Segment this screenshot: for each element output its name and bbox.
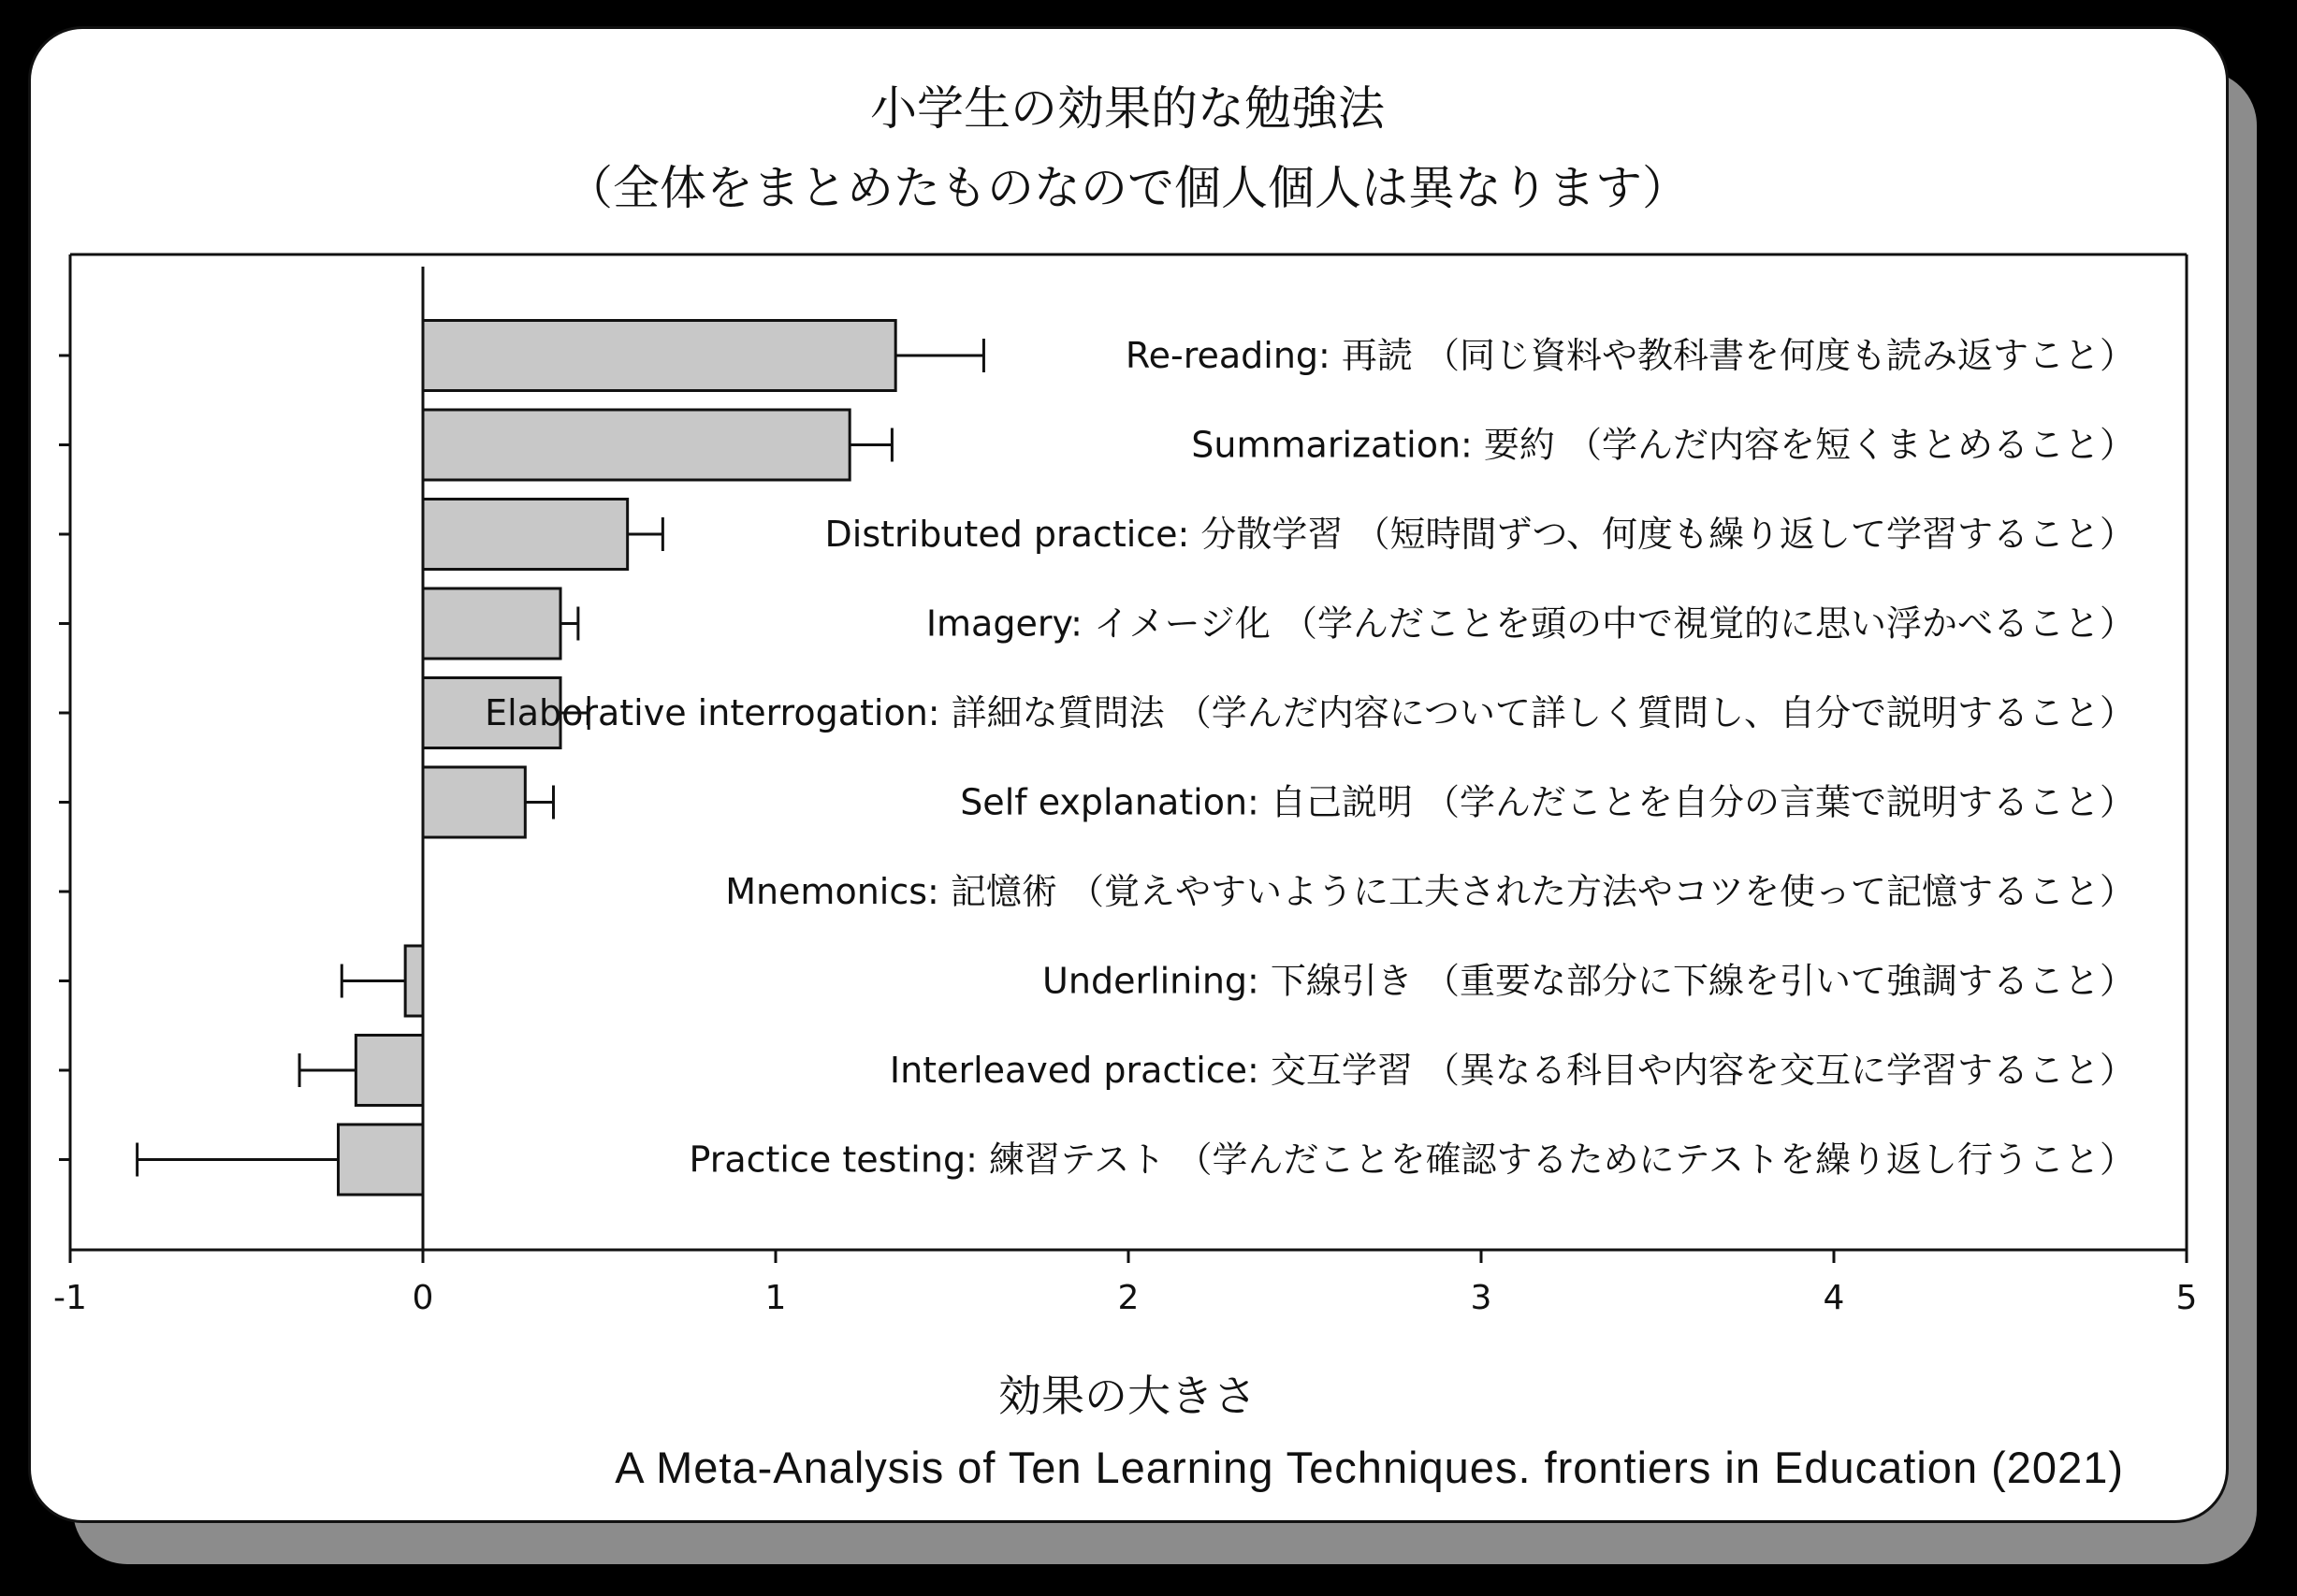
bar-label: Interleaved practice: 交互学習 （異なる科目や内容を交互に学習すること）: [889, 1050, 2135, 1091]
bar-label: Elaborative interrogation: 詳細な質問法 （学んだ内容について詳しく質問し、自分で説明すること）: [485, 692, 2135, 733]
bar: [423, 410, 850, 480]
x-tick-label: 3: [1470, 1279, 1492, 1317]
bar: [339, 1124, 423, 1195]
bar: [356, 1036, 423, 1106]
bar-label: Self explanation: 自己説明 （学んだことを自分の言葉で説明すること）: [960, 781, 2135, 823]
x-tick-label: 0: [412, 1279, 434, 1317]
bar-label: Mnemonics: 記憶術 （覚えやすいように工夫された方法やコツを使って記憶すること）: [725, 871, 2135, 912]
bar-label: Re-reading: 再読 （同じ資料や教科書を何度も読み返すこと）: [1125, 335, 2135, 376]
bar: [423, 588, 560, 659]
bar-label: Underlining: 下線引き （重要な部分に下線を引いて強調すること）: [1042, 960, 2135, 1002]
bar-label: Summarization: 要約 （学んだ内容を短くまとめること）: [1191, 424, 2135, 466]
x-tick-label: 1: [764, 1279, 787, 1317]
source-citation: A Meta-Analysis of Ten Learning Techniques. frontiers in Education (2021): [615, 1443, 2124, 1492]
bar-label: Distributed practice: 分散学習 （短時間ずつ、何度も繰り返して学習すること）: [824, 514, 2135, 555]
bar: [423, 500, 628, 570]
bar: [405, 946, 423, 1016]
bar-label: Practice testing: 練習テスト （学んだことを確認するためにテストを繰り返し行うこと）: [689, 1139, 2135, 1181]
x-tick-label: 2: [1117, 1279, 1140, 1317]
x-tick-label: 4: [1823, 1279, 1845, 1317]
x-tick-label: -1: [53, 1279, 87, 1317]
bar: [423, 767, 525, 837]
chart-subtitle: （全体をまとめたものなので個人個人は異なります）: [566, 161, 1689, 215]
x-tick-label: 5: [2175, 1279, 2198, 1317]
bar-label: Imagery: イメージ化 （学んだことを頭の中で視覚的に思い浮かべること）: [925, 602, 2135, 645]
chart-title: 小学生の効果的な勉強法: [870, 81, 1385, 136]
x-axis-label: 効果の大きさ: [998, 1371, 1257, 1421]
bar: [423, 321, 895, 391]
